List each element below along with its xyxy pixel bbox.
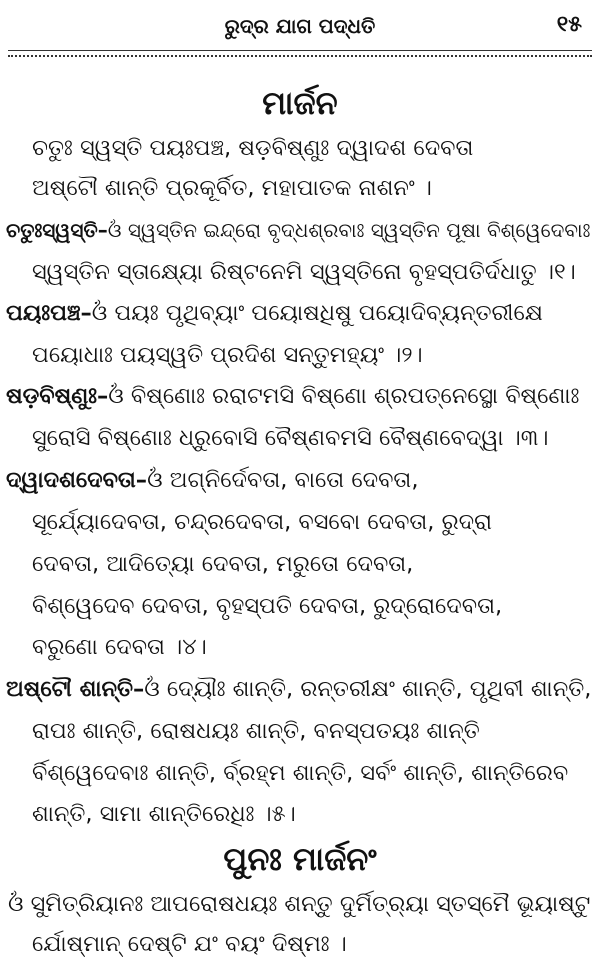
verse-chatuh-svasti [6,214,590,246]
verse-line: ଦେବତା, ଆଦିତ୍ୟୋ ଦେବତା, ମରୁତୋ ଦେବତା, [32,551,414,577]
verse-line: ବରୁଣୋ ଦେବତା ।୪। [32,634,207,660]
verse-ashtau-shanti [6,673,591,705]
verse-text: ଓଁ ସ୍ୱସ୍ତିନ ଇନ୍ଦ୍ରୋ ବୃଦ୍ଧଶ୍ରବାଃ ସ୍ୱସ୍ତିନ ପୂଷା ବିଶ୍ୱେଦେବାଃ [107,218,591,242]
verse-line: ପୟୋଧାଃ ପୟସ୍ୱତି ପ୍ରଦିଶ ସନ୍ତୁମହ୍ୟଂ ।୨। [32,342,423,368]
verse-line: ର୍ବିଶ୍ୱେଦେବାଃ ଶାନ୍ତି, ର୍ବ୍ରହ୍ମ ଶାନ୍ତି, ସର୍ବଂ ଶାନ୍ତି, ଶାନ୍ତିରେବ [32,760,569,786]
section-title-marjana: ମାର୍ଜନ [262,84,338,122]
verse-dvadasha-devata [6,464,418,496]
intro-line-2: ଅଷ୍ଟୌ ଶାନ୍ତି ପ୍ରକୂର୍ବିତ, ମହାପାତକ ନାଶନଂ । [32,175,432,201]
verse-line: ସୁରୋସି ବିଷ୍ଣୋଃ ଧ୍ରୁବୋସି ବୈଷ୍ଣବମସି ବୈଷ୍ଣବେଦ୍ୱା ।୩। [32,425,549,451]
verse-term: ଦ୍ୱାଦଶଦେବତା– [6,467,148,493]
verse-term: ଅଷ୍ଟୌ ଶାନ୍ତି– [6,676,145,702]
verse-text: ଓଁ ବିଷ୍ଣୋଃ ରରାଟମସି ବିଷ୍ଣୋ ଶ୍ରପତ୍ନେସ୍ଥୋ ବିଷ୍ଣୋଃ [108,383,580,409]
verse-line: ବିଶ୍ୱେଦେବ ଦେବତା, ବୃହସ୍ପତି ଦେବତା, ରୁଦ୍ରୋଦେବତା, [32,593,503,619]
verse-term: ପୟଃପଞ୍ଚ– [6,300,92,326]
verse-line: ସୂର୍ଯ୍ୟୋଦେବତା, ଚନ୍ଦ୍ରଦେବତା, ବସବୋ ଦେବତା, ରୁଦ୍ରା [32,509,493,535]
verse-line: ରାପଃ ଶାନ୍ତି, ରୋଷଧୟଃ ଶାନ୍ତି, ବନସ୍ପତୟଃ ଶାନ୍ତି [32,718,480,744]
running-header [0,12,600,42]
verse-line: ସ୍ୱସ୍ତିନ ସ୍ତାକ୍ଷ୍ୟୋ ରିଷ୍ଟନେମି ସ୍ୱସ୍ତିନୋ ବୃହସ୍ପତିର୍ଦଧାତୁ ।୧। [32,259,576,285]
running-title: ରୁଦ୍ର ଯାଗ ପଦ୍ଧତି [224,14,376,38]
closing-line-2: ର୍ଯୋଷ୍ମାନ୍ ଦେଷ୍ଟି ଯଂ ବୟଂ ଦିଷ୍ମଃ । [32,931,347,957]
intro-line-1: ଚତୁଃ ସ୍ୱସ୍ତି ପୟଃପଞ୍ଚ, ଷଡ଼ବିଷ୍ଣୁଃ ଦ୍ୱାଦଶ ଦେବତା [32,135,474,161]
verse-line: ଶାନ୍ତି, ସାମା ଶାନ୍ତିରେଧିଃ ।୫। [32,801,296,827]
page-number: ୧୫ [556,12,582,37]
verse-payah-pancha [6,297,543,329]
header-divider [8,50,592,57]
verse-term: ଷଡ଼ବିଷ୍ଣୁଃ– [6,383,109,409]
closing-line-1: ଓଁ ସୁମିତ୍ରିୟାନଃ ଆପରୋଷଧୟଃ ଶନ୍ତୁ ଦୁର୍ମିତ୍ର୍ୟା ସ୍ତସ୍ମୈ ଭୂୟାଷ୍ଟୁ [8,891,591,917]
section-title-punah-marjanam: ପୁନଃ ମାର୍ଜନଂ [223,840,377,878]
verse-shada-vishnu [6,380,579,412]
verse-text: ଓଁ ଅଗ୍ନିର୍ଦେବତା, ବାତୋ ଦେବତା, [147,467,419,493]
verse-text: ଓଁ ଦ୍ୟୌଃ ଶାନ୍ତି, ରନ୍ତରୀକ୍ଷଂ ଶାନ୍ତି, ପୃଥିବୀ ଶାନ୍ତି, [144,676,592,702]
verse-text: ଓଁ ପୟଃ ପୃଥିବ୍ୟାଂ ପୟୋଷଧିଷୁ ପୟୋଦିବ୍ୟନ୍ତରୀକ୍ଷେ [91,300,543,326]
verse-term: ଚତୁଃସ୍ୱସ୍ତି– [6,218,108,242]
